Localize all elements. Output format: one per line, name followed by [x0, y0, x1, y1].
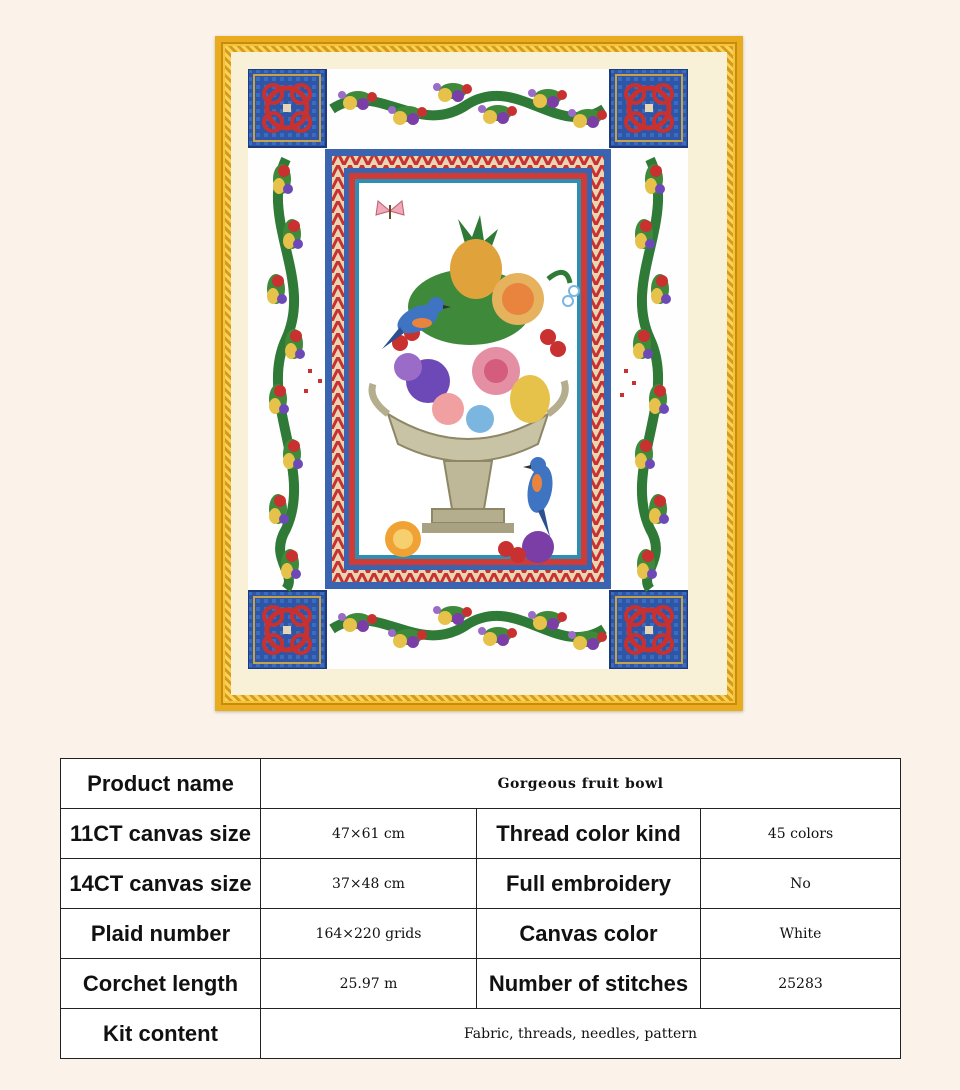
picture-frame: [215, 36, 743, 711]
spec-row-product-name: [61, 759, 901, 809]
corchet-length-value: 25.97 m: [261, 959, 477, 1009]
spec-row-canvas-14ct: [61, 859, 901, 909]
corner-knot-icon: [610, 69, 688, 147]
corchet-length-label: Corchet length: [61, 959, 261, 1009]
corner-knot-icon: [610, 591, 688, 669]
canvas-color-value: White: [701, 909, 901, 959]
kit-content-value: Fabric, threads, needles, pattern: [261, 1009, 901, 1059]
thread-color-kind-value: 45 colors: [701, 809, 901, 859]
full-embroidery-label: Full embroidery: [477, 859, 701, 909]
stitches-label: Number of stitches: [477, 959, 701, 1009]
corner-knot-icon: [248, 69, 326, 147]
canvas-11ct-label: 11CT canvas size: [61, 809, 261, 859]
kit-content-label: Kit content: [61, 1009, 261, 1059]
corner-knot-icon: [248, 591, 326, 669]
canvas-14ct-value: 37×48 cm: [261, 859, 477, 909]
canvas-14ct-label: 14CT canvas size: [61, 859, 261, 909]
spec-row-plaid-number: [61, 909, 901, 959]
spec-row-kit-content: [61, 1009, 901, 1059]
full-embroidery-value: No: [701, 859, 901, 909]
plaid-number-label: Plaid number: [61, 909, 261, 959]
canvas-11ct-value: 47×61 cm: [261, 809, 477, 859]
product-name-value: Gorgeous fruit bowl: [261, 759, 901, 809]
product-spec-table: [60, 758, 901, 1059]
canvas-color-label: Canvas color: [477, 909, 701, 959]
stitches-value: 25283: [701, 959, 901, 1009]
thread-color-kind-label: Thread color kind: [477, 809, 701, 859]
product-name-label: Product name: [61, 759, 261, 809]
cross-stitch-artwork: [248, 69, 688, 669]
spec-row-corchet-length: [61, 959, 901, 1009]
spec-row-canvas-11ct: [61, 809, 901, 859]
plaid-number-value: 164×220 grids: [261, 909, 477, 959]
